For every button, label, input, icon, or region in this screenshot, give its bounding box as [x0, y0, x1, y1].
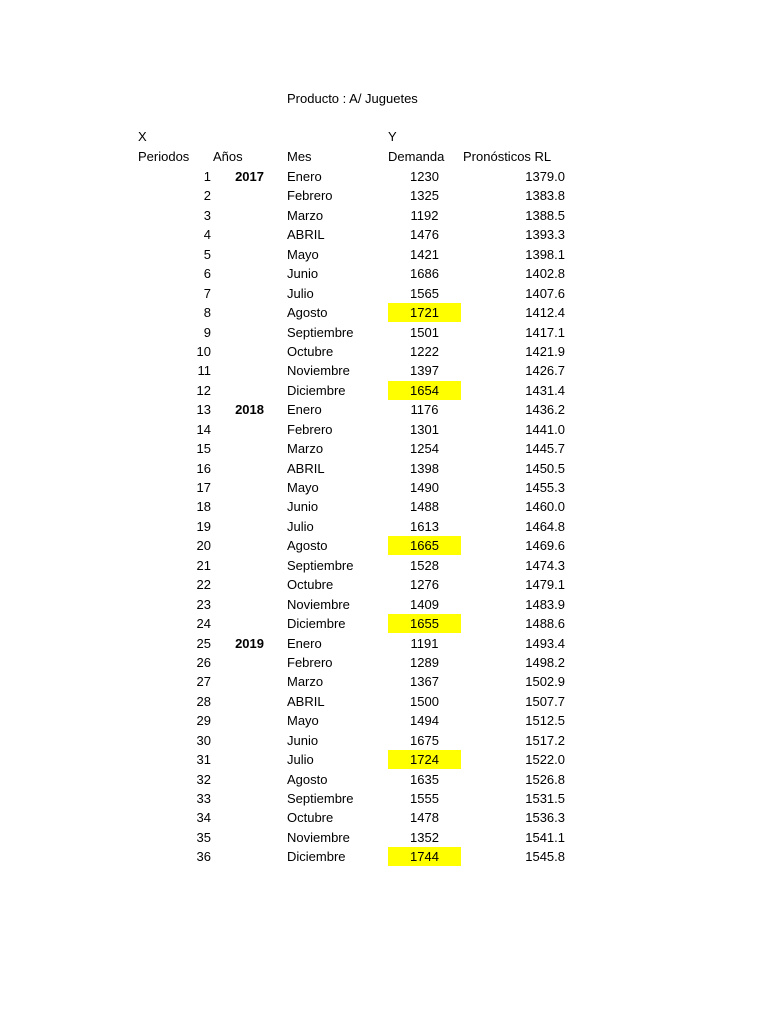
table-row: [0, 847, 768, 866]
forecast-cell: 1398.1: [525, 246, 565, 262]
demand-cell: 1254: [410, 441, 439, 457]
column-header-periodos: Periodos: [138, 149, 190, 164]
year-cell: 2019: [235, 635, 264, 651]
period-cell: 25: [196, 635, 211, 651]
month-cell: Agosto: [287, 305, 328, 321]
forecast-cell: 1407.6: [525, 285, 565, 301]
demand-cell: 1230: [410, 169, 439, 184]
period-cell: 18: [196, 499, 211, 515]
demand-cell: 1191: [410, 635, 439, 651]
period-cell: 8: [203, 305, 211, 321]
demand-cell: 1490: [410, 480, 439, 495]
year-cell: [226, 808, 264, 827]
period-cell: 4: [203, 227, 211, 243]
period-cell: 5: [203, 246, 211, 262]
forecast-cell: 1379.0: [525, 169, 565, 184]
table-row: [0, 536, 768, 555]
month-cell: ABRIL: [287, 460, 325, 476]
demand-cell: 1301: [410, 421, 439, 437]
forecast-cell: 1469.6: [525, 538, 565, 554]
demand-cell: 1555: [410, 791, 439, 806]
table-row: [0, 420, 768, 439]
period-cell: 14: [196, 421, 211, 437]
table-row: [0, 361, 768, 380]
period-cell: 30: [196, 732, 211, 748]
month-cell: Julio: [287, 285, 314, 301]
month-cell: Mayo: [287, 246, 319, 262]
table-row: [0, 225, 768, 244]
forecast-cell: 1383.8: [525, 188, 565, 204]
demand-cell: 1476: [410, 227, 439, 243]
forecast-cell: 1441.0: [525, 421, 565, 437]
period-cell: 10: [196, 343, 211, 359]
demand-cell: 1276: [410, 577, 439, 593]
period-cell: 34: [196, 810, 211, 826]
demand-cell: 1565: [410, 285, 439, 301]
table-row: [0, 381, 768, 400]
forecast-cell: 1431.4: [525, 382, 565, 398]
table-row: [0, 770, 768, 789]
period-cell: 26: [196, 654, 211, 670]
demand-cell: 1744: [388, 847, 461, 866]
table-row: [0, 167, 768, 186]
forecast-cell: 1517.2: [525, 732, 565, 748]
year-cell: [226, 750, 264, 769]
month-cell: Octubre: [287, 577, 334, 593]
forecast-cell: 1417.1: [525, 324, 565, 340]
month-cell: Octubre: [287, 343, 334, 359]
period-cell: 33: [196, 791, 211, 806]
table-row: [0, 595, 768, 614]
table-row: [0, 439, 768, 458]
year-cell: [226, 595, 264, 614]
table-row: [0, 517, 768, 536]
year-cell: [226, 536, 264, 555]
demand-cell: 1421: [410, 246, 439, 262]
year-cell: [226, 323, 264, 342]
table-row: [0, 400, 768, 419]
month-cell: Junio: [287, 499, 319, 515]
period-cell: 20: [196, 538, 211, 554]
demand-cell: 1655: [388, 614, 461, 633]
demand-cell: 1192: [410, 207, 439, 223]
demand-cell: 1352: [410, 829, 439, 845]
y-axis-marker: Y: [388, 129, 397, 144]
forecast-cell: 1393.3: [525, 227, 565, 243]
month-cell: Marzo: [287, 441, 324, 457]
demand-cell: 1176: [410, 402, 439, 418]
year-cell: [226, 614, 264, 633]
month-cell: Junio: [287, 266, 319, 282]
table-row: [0, 323, 768, 342]
month-cell: ABRIL: [287, 693, 325, 709]
month-cell: Marzo: [287, 674, 324, 690]
month-cell: Diciembre: [287, 616, 346, 632]
table-row: [0, 634, 768, 653]
forecast-cell: 1402.8: [525, 266, 565, 282]
column-header-demanda: Demanda: [388, 149, 445, 164]
demand-cell: 1289: [410, 654, 439, 670]
year-cell: [226, 672, 264, 691]
month-cell: Octubre: [287, 810, 334, 826]
demand-cell: 1409: [410, 596, 439, 612]
table-row: [0, 478, 768, 497]
period-cell: 19: [196, 518, 211, 534]
month-cell: Junio: [287, 732, 319, 748]
demand-cell: 1398: [410, 460, 439, 476]
forecast-cell: 1507.7: [525, 693, 565, 709]
column-header-anios: Años: [213, 149, 243, 164]
period-cell: 27: [196, 674, 211, 690]
forecast-cell: 1450.5: [525, 460, 565, 476]
table-row: [0, 808, 768, 827]
x-axis-marker: X: [138, 129, 147, 144]
year-cell: [226, 517, 264, 536]
month-cell: ABRIL: [287, 227, 325, 243]
month-cell: Septiembre: [287, 557, 354, 573]
demand-cell: 1675: [410, 732, 439, 748]
table-row: [0, 711, 768, 730]
month-cell: Febrero: [287, 654, 333, 670]
demand-cell: 1397: [410, 363, 439, 379]
year-cell: [226, 478, 264, 497]
table-row: [0, 342, 768, 361]
year-cell: [226, 420, 264, 439]
forecast-cell: 1512.5: [525, 713, 565, 729]
table-row: [0, 692, 768, 711]
year-cell: [226, 692, 264, 711]
forecast-cell: 1545.8: [525, 849, 565, 865]
demand-cell: 1367: [410, 674, 439, 690]
forecast-cell: 1488.6: [525, 616, 565, 632]
demand-cell: 1501: [410, 324, 439, 340]
forecast-cell: 1531.5: [525, 791, 565, 806]
period-cell: 35: [196, 829, 211, 845]
year-cell: [226, 847, 264, 866]
year-cell: [226, 653, 264, 672]
year-cell: [226, 770, 264, 789]
forecast-cell: 1541.1: [525, 829, 565, 845]
period-cell: 13: [196, 402, 211, 418]
demand-cell: 1222: [410, 343, 439, 359]
period-cell: 15: [196, 441, 211, 457]
period-cell: 36: [196, 849, 211, 865]
table-row: [0, 459, 768, 478]
year-cell: [226, 731, 264, 750]
forecast-cell: 1493.4: [525, 635, 565, 651]
period-cell: 32: [196, 771, 211, 787]
period-cell: 17: [196, 480, 211, 495]
month-cell: Noviembre: [287, 596, 350, 612]
demand-cell: 1494: [410, 713, 439, 729]
forecast-cell: 1421.9: [525, 343, 565, 359]
year-cell: [226, 206, 264, 225]
year-cell: [226, 828, 264, 847]
forecast-cell: 1522.0: [525, 752, 565, 768]
demand-cell: 1325: [410, 188, 439, 204]
demand-cell: 1654: [388, 381, 461, 400]
table-row: [0, 828, 768, 847]
forecast-cell: 1474.3: [525, 557, 565, 573]
demand-cell: 1635: [410, 771, 439, 787]
year-cell: [226, 245, 264, 264]
table-row: [0, 186, 768, 205]
month-cell: Mayo: [287, 713, 319, 729]
demand-cell: 1665: [388, 536, 461, 555]
year-cell: [226, 439, 264, 458]
year-cell: 2017: [235, 169, 264, 184]
period-cell: 11: [197, 363, 211, 379]
table-row: [0, 264, 768, 283]
table-row: [0, 750, 768, 769]
period-cell: 3: [203, 207, 211, 223]
month-cell: Enero: [287, 635, 322, 651]
month-cell: Julio: [287, 752, 314, 768]
forecast-cell: 1502.9: [525, 674, 565, 690]
month-cell: Diciembre: [287, 849, 346, 865]
month-cell: Marzo: [287, 207, 324, 223]
table-row: [0, 672, 768, 691]
month-cell: Agosto: [287, 538, 328, 554]
table-row: [0, 556, 768, 575]
period-cell: 21: [196, 557, 211, 573]
period-cell: 16: [196, 460, 211, 476]
period-cell: 1: [203, 169, 211, 184]
month-cell: Mayo: [287, 480, 319, 495]
year-cell: [226, 459, 264, 478]
demand-cell: 1721: [388, 303, 461, 322]
demand-cell: 1613: [410, 518, 439, 534]
year-cell: [226, 789, 264, 808]
table-row: [0, 284, 768, 303]
column-header-mes: Mes: [287, 149, 312, 164]
month-cell: Noviembre: [287, 363, 350, 379]
table-row: [0, 789, 768, 808]
column-header-pronosticos: Pronósticos RL: [463, 149, 552, 164]
period-cell: 29: [196, 713, 211, 729]
demand-cell: 1686: [410, 266, 439, 282]
year-cell: [226, 556, 264, 575]
sheet-title: Producto : A/ Juguetes: [287, 91, 418, 106]
forecast-cell: 1464.8: [525, 518, 565, 534]
month-cell: Febrero: [287, 188, 333, 204]
forecast-cell: 1536.3: [525, 810, 565, 826]
period-cell: 31: [196, 752, 211, 768]
table-row: [0, 497, 768, 516]
period-cell: 23: [196, 596, 211, 612]
table-row: [0, 575, 768, 594]
year-cell: [226, 342, 264, 361]
month-cell: Noviembre: [287, 829, 350, 845]
month-cell: Febrero: [287, 421, 333, 437]
month-cell: Enero: [287, 402, 322, 418]
forecast-cell: 1460.0: [525, 499, 565, 515]
table-row: [0, 653, 768, 672]
table-row: [0, 245, 768, 264]
period-cell: 22: [196, 577, 211, 593]
year-cell: [226, 186, 264, 205]
forecast-cell: 1445.7: [525, 441, 565, 457]
table-row: [0, 731, 768, 750]
forecast-cell: 1426.7: [525, 363, 565, 379]
month-cell: Septiembre: [287, 791, 354, 806]
year-cell: [226, 361, 264, 380]
demand-cell: 1528: [410, 557, 439, 573]
forecast-cell: 1455.3: [525, 480, 565, 495]
period-cell: 24: [196, 616, 211, 632]
period-cell: 9: [203, 324, 211, 340]
year-cell: [226, 497, 264, 516]
forecast-cell: 1436.2: [525, 402, 565, 418]
table-row: [0, 614, 768, 633]
period-cell: 6: [203, 266, 211, 282]
forecast-cell: 1388.5: [525, 207, 565, 223]
month-cell: Agosto: [287, 771, 328, 787]
year-cell: [226, 303, 264, 322]
year-cell: [226, 284, 264, 303]
year-cell: [226, 225, 264, 244]
demand-cell: 1724: [388, 750, 461, 769]
demand-cell: 1500: [410, 693, 439, 709]
year-cell: 2018: [235, 402, 264, 418]
demand-cell: 1478: [410, 810, 439, 826]
period-cell: 12: [196, 382, 211, 398]
forecast-cell: 1498.2: [525, 654, 565, 670]
month-cell: Diciembre: [287, 382, 346, 398]
year-cell: [226, 575, 264, 594]
data-table: [0, 167, 768, 867]
month-cell: Julio: [287, 518, 314, 534]
period-cell: 2: [203, 188, 211, 204]
year-cell: [226, 381, 264, 400]
demand-cell: 1488: [410, 499, 439, 515]
period-cell: 28: [196, 693, 211, 709]
month-cell: Septiembre: [287, 324, 354, 340]
month-cell: Enero: [287, 169, 322, 184]
forecast-cell: 1412.4: [525, 305, 565, 321]
table-row: [0, 206, 768, 225]
year-cell: [226, 711, 264, 730]
year-cell: [226, 264, 264, 283]
forecast-cell: 1526.8: [525, 771, 565, 787]
forecast-cell: 1479.1: [525, 577, 565, 593]
forecast-cell: 1483.9: [525, 596, 565, 612]
period-cell: 7: [203, 285, 211, 301]
table-row: [0, 303, 768, 322]
